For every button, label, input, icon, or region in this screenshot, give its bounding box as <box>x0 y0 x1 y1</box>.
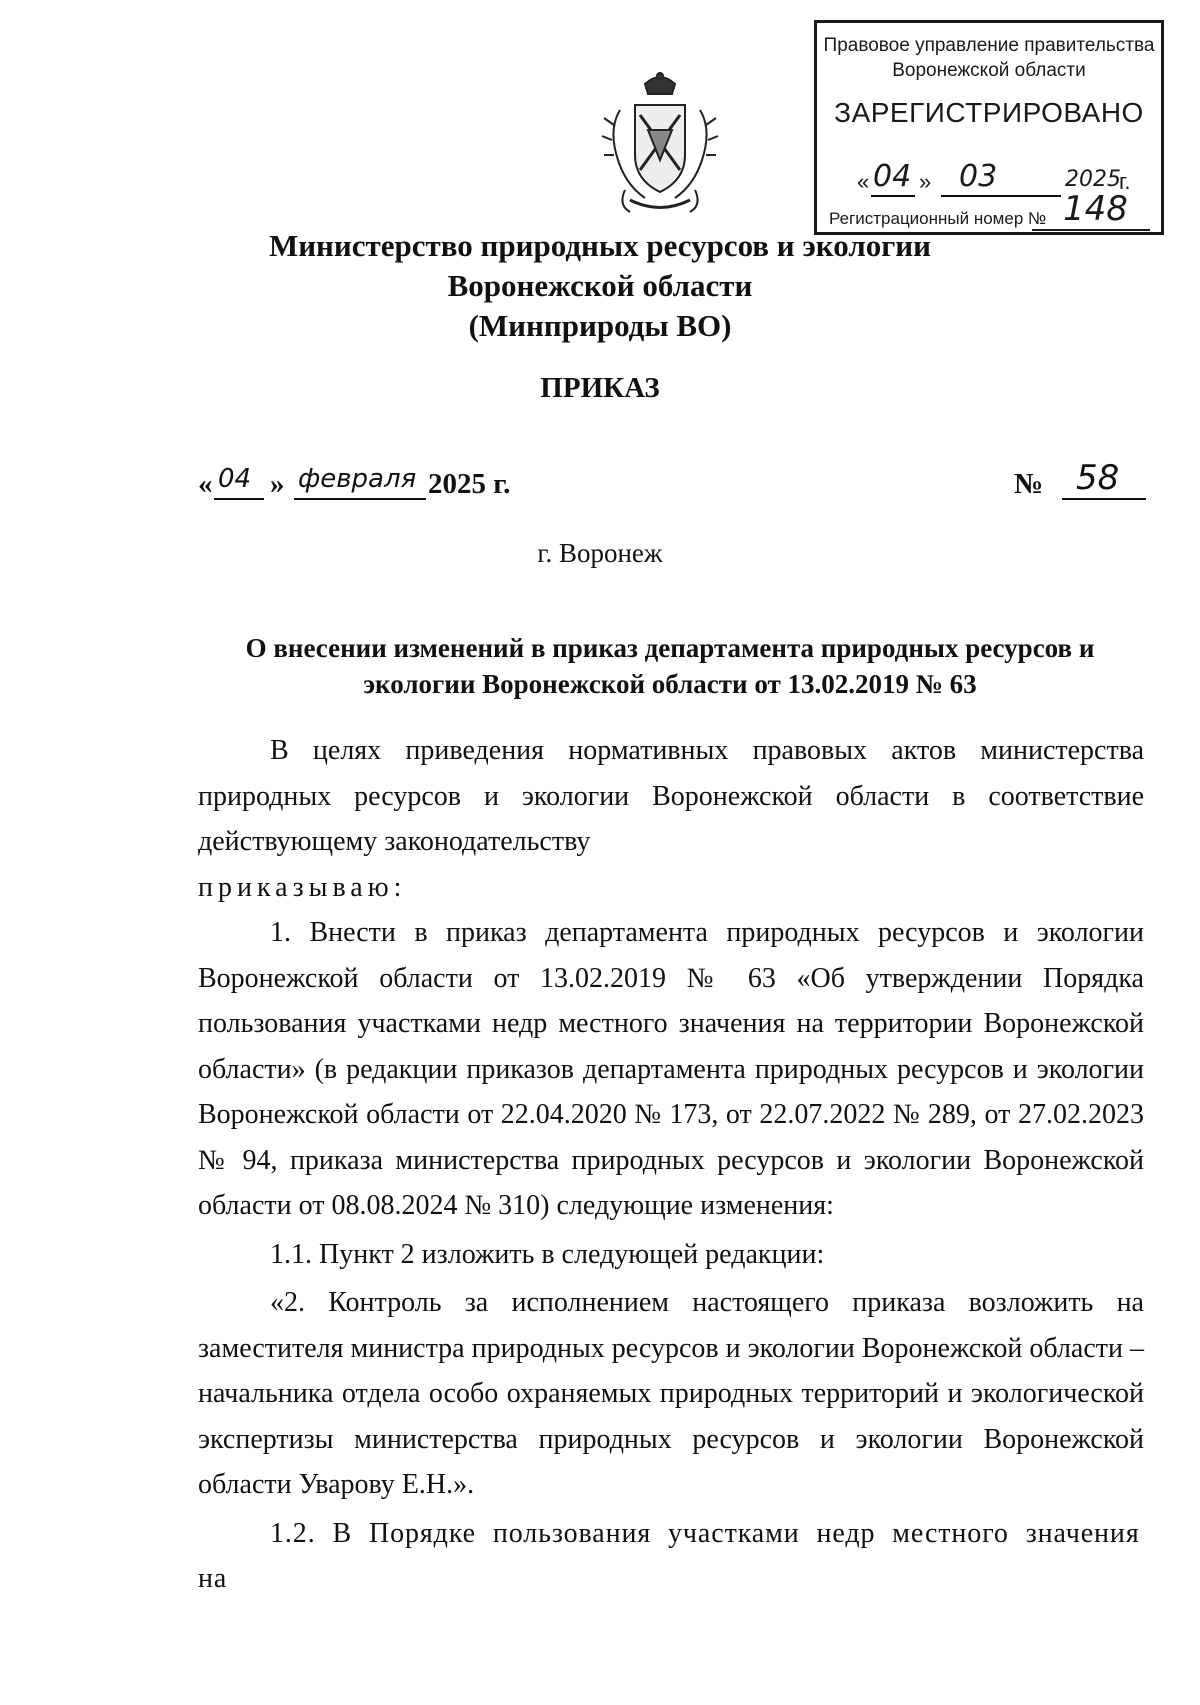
stamp-status: ЗАРЕГИСТРИРОВАНО <box>834 97 1144 128</box>
item-1-paragraph: 1. Внести в приказ департамента природных ресурсов и экологии Воронежской области от 13.02.2019 № 63 «Об утверждении Порядка пользования участками недр местного значения на территории Воронежской области» (в редакции приказов департамента природных ресурсов и экологии Воронежской области от 22.04.2020 № 173, от 22.07.2022 № 289, от 27.02.2023 № 94, приказа министерства природных ресурсов и экологии Воронежской области от 08.08.2024 № 310) следующие изменения: <box>198 917 1144 1221</box>
ministry-name-line1: Министерство природных ресурсов и экологии <box>268 228 932 263</box>
order-month: февраля <box>298 464 417 494</box>
order-number <box>1014 458 1134 504</box>
stamp-org-line1: Правовое управление правительства <box>823 35 1155 56</box>
stamp-open-quote: « <box>857 169 870 194</box>
item-1-2-paragraph: 1.2. В Порядке пользования участками недр местного значения на <box>198 1517 1140 1594</box>
stamp-day: 04 <box>873 159 912 194</box>
order-body <box>198 728 1144 1602</box>
city-line: г. Воронеж <box>537 538 663 568</box>
stamp-month: 03 <box>959 159 998 194</box>
order-word: приказываю: <box>198 871 407 903</box>
number-value: 58 <box>1076 458 1120 498</box>
coat-of-arms-emblem <box>600 70 720 220</box>
stamp-year-suffix: г. <box>1119 169 1131 194</box>
item-1-1-text-paragraph: «2. Контроль за исполнением настоящего приказа возложить на заместителя министра природных ресурсов и экологии Воронежской области – начальника отдела особо охраняемых природных территорий и экологической экспертизы министерства природных ресурсов и экологии Воронежской области Уварову Е.Н.». <box>198 1287 1144 1500</box>
number-label: № <box>1014 468 1044 500</box>
stamp-reg-label: Регистрационный номер № <box>829 209 1047 228</box>
subject-line2: экологии Воронежской области от 13.02.2019 № 63 <box>363 669 977 699</box>
ministry-name-line2: Воронежской области <box>447 268 753 303</box>
subject-line1: О внесении изменений в приказ департамента природных ресурсов и <box>245 633 1095 663</box>
registration-stamp <box>814 20 1164 235</box>
date-close-quote: » <box>270 468 285 500</box>
ministry-short-name: (Минприроды ВО) <box>468 308 732 343</box>
stamp-year: 2025 <box>1065 167 1121 192</box>
order-day: 04 <box>218 464 252 494</box>
date-open-quote: « <box>198 468 213 500</box>
preamble-paragraph: В целях приведения нормативных правовых актов министерства природных ресурсов и экологии Воронежской области в соответствие действующему законодательству <box>198 735 1144 857</box>
order-year: 2025 г. <box>428 468 511 500</box>
stamp-reg-number: 148 <box>1063 189 1128 229</box>
item-1-1-paragraph: 1.1. Пункт 2 изложить в следующей редакции: <box>270 1238 825 1270</box>
stamp-org-line2: Воронежской области <box>892 60 1086 81</box>
stamp-close-quote: » <box>919 169 932 194</box>
order-date <box>198 464 528 504</box>
order-subject <box>200 630 1140 702</box>
document-type-title: ПРИКАЗ <box>540 372 660 404</box>
